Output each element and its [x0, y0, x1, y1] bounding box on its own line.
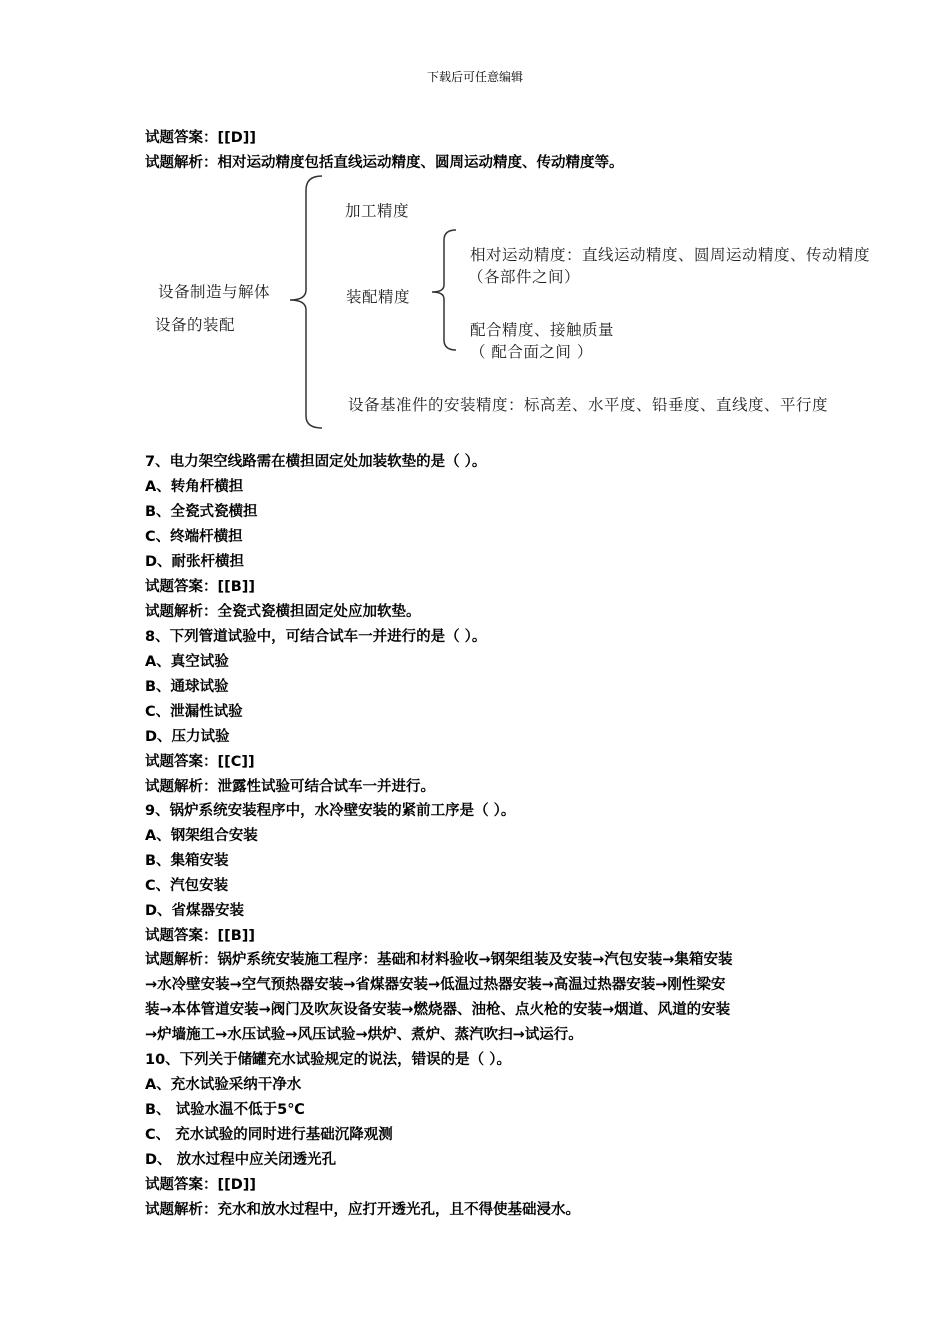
- analysis-line: 试题解析：充水和放水过程中，应打开透光孔，且不得使基础浸水。: [145, 1202, 580, 1218]
- diagram-branch-assembly: 装配精度: [346, 288, 411, 306]
- sub-brace: [432, 230, 456, 350]
- option-b: B、全瓷式瓷横担: [145, 504, 258, 520]
- option-c: C、汽包安装: [145, 878, 229, 894]
- analysis-line: →水冷壁安装→空气预热器安装→省煤器安装→低温过热器安装→高温过热器安装→刚性梁安: [145, 977, 726, 993]
- option-d: D、压力试验: [145, 729, 230, 745]
- diagram-branch-machining: 加工精度: [345, 202, 410, 220]
- main-brace: [290, 176, 322, 428]
- option-a: A、真空试验: [145, 654, 229, 670]
- diagram-sub2-line1: 配合精度、接触质量: [470, 321, 615, 339]
- option-d: D、 放水过程中应关闭透光孔: [145, 1152, 337, 1168]
- answer-line: 试题答案：[[C]]: [145, 754, 255, 770]
- answer-line: 试题答案：[[B]]: [145, 579, 256, 595]
- question-7: 7、电力架空线路需在横担固定处加装软垫的是（ ）。: [145, 454, 487, 470]
- question-10: 10、下列关于储罐充水试验规定的说法，错误的是（ ）。: [145, 1052, 511, 1068]
- option-d: D、省煤器安装: [145, 903, 245, 919]
- option-c: C、泄漏性试验: [145, 704, 243, 720]
- question-9: 9、锅炉系统安装程序中，水冷壁安装的紧前工序是（ ）。: [145, 803, 516, 819]
- option-a: A、转角杆横担: [145, 479, 244, 495]
- diagram-sub1-line1: 相对运动精度：直线运动精度、圆周运动精度、传动精度: [470, 246, 871, 264]
- option-b: B、 试验水温不低于5℃: [145, 1102, 305, 1118]
- analysis-line: 试题解析：泄露性试验可结合试车一并进行。: [145, 779, 435, 795]
- analysis-line: 装→本体管道安装→阀门及吹灰设备安装→燃烧器、油枪、点火枪的安装→烟道、风道的安装: [145, 1002, 731, 1018]
- option-b: B、集箱安装: [145, 853, 229, 869]
- option-c: C、终端杆横担: [145, 529, 243, 545]
- diagram-sub2-line2: （ 配合面之间 ）: [470, 343, 593, 361]
- option-a: A、钢架组合安装: [145, 828, 258, 844]
- analysis-line: 试题解析：锅炉系统安装施工程序：基础和材料验收→钢架组装及安装→汽包安装→集箱安装: [145, 952, 733, 968]
- diagram-branch-datum: 设备基准件的安装精度：标高差、水平度、铅垂度、直线度、平行度: [348, 396, 829, 414]
- question-8: 8、下列管道试验中，可结合试车一并进行的是（ ）。: [145, 629, 487, 645]
- answer-line: 试题答案：[[B]]: [145, 928, 256, 944]
- brace-diagram: [0, 0, 950, 440]
- answer-line: 试题答案：[[D]]: [145, 1177, 257, 1193]
- answer-line: 试题答案：[[D]]: [145, 130, 257, 146]
- analysis-line: 试题解析：相对运动精度包括直线运动精度、圆周运动精度、传动精度等。: [145, 155, 624, 171]
- diagram-root-line2: 设备的装配: [155, 316, 236, 334]
- analysis-line: 试题解析：全瓷式瓷横担固定处应加软垫。: [145, 604, 421, 620]
- diagram-sub1-line2: （各部件之间）: [468, 268, 581, 286]
- analysis-line: →炉墙施工→水压试验→风压试验→烘炉、煮炉、蒸汽吹扫→试运行。: [145, 1027, 583, 1043]
- page-header: 下载后可任意编辑: [426, 70, 523, 84]
- option-d: D、耐张杆横担: [145, 554, 245, 570]
- option-c: C、 充水试验的同时进行基础沉降观测: [145, 1127, 393, 1143]
- diagram-root-line1: 设备制造与解体: [158, 283, 271, 301]
- option-b: B、通球试验: [145, 679, 229, 695]
- option-a: A、充水试验采纳干净水: [145, 1077, 302, 1093]
